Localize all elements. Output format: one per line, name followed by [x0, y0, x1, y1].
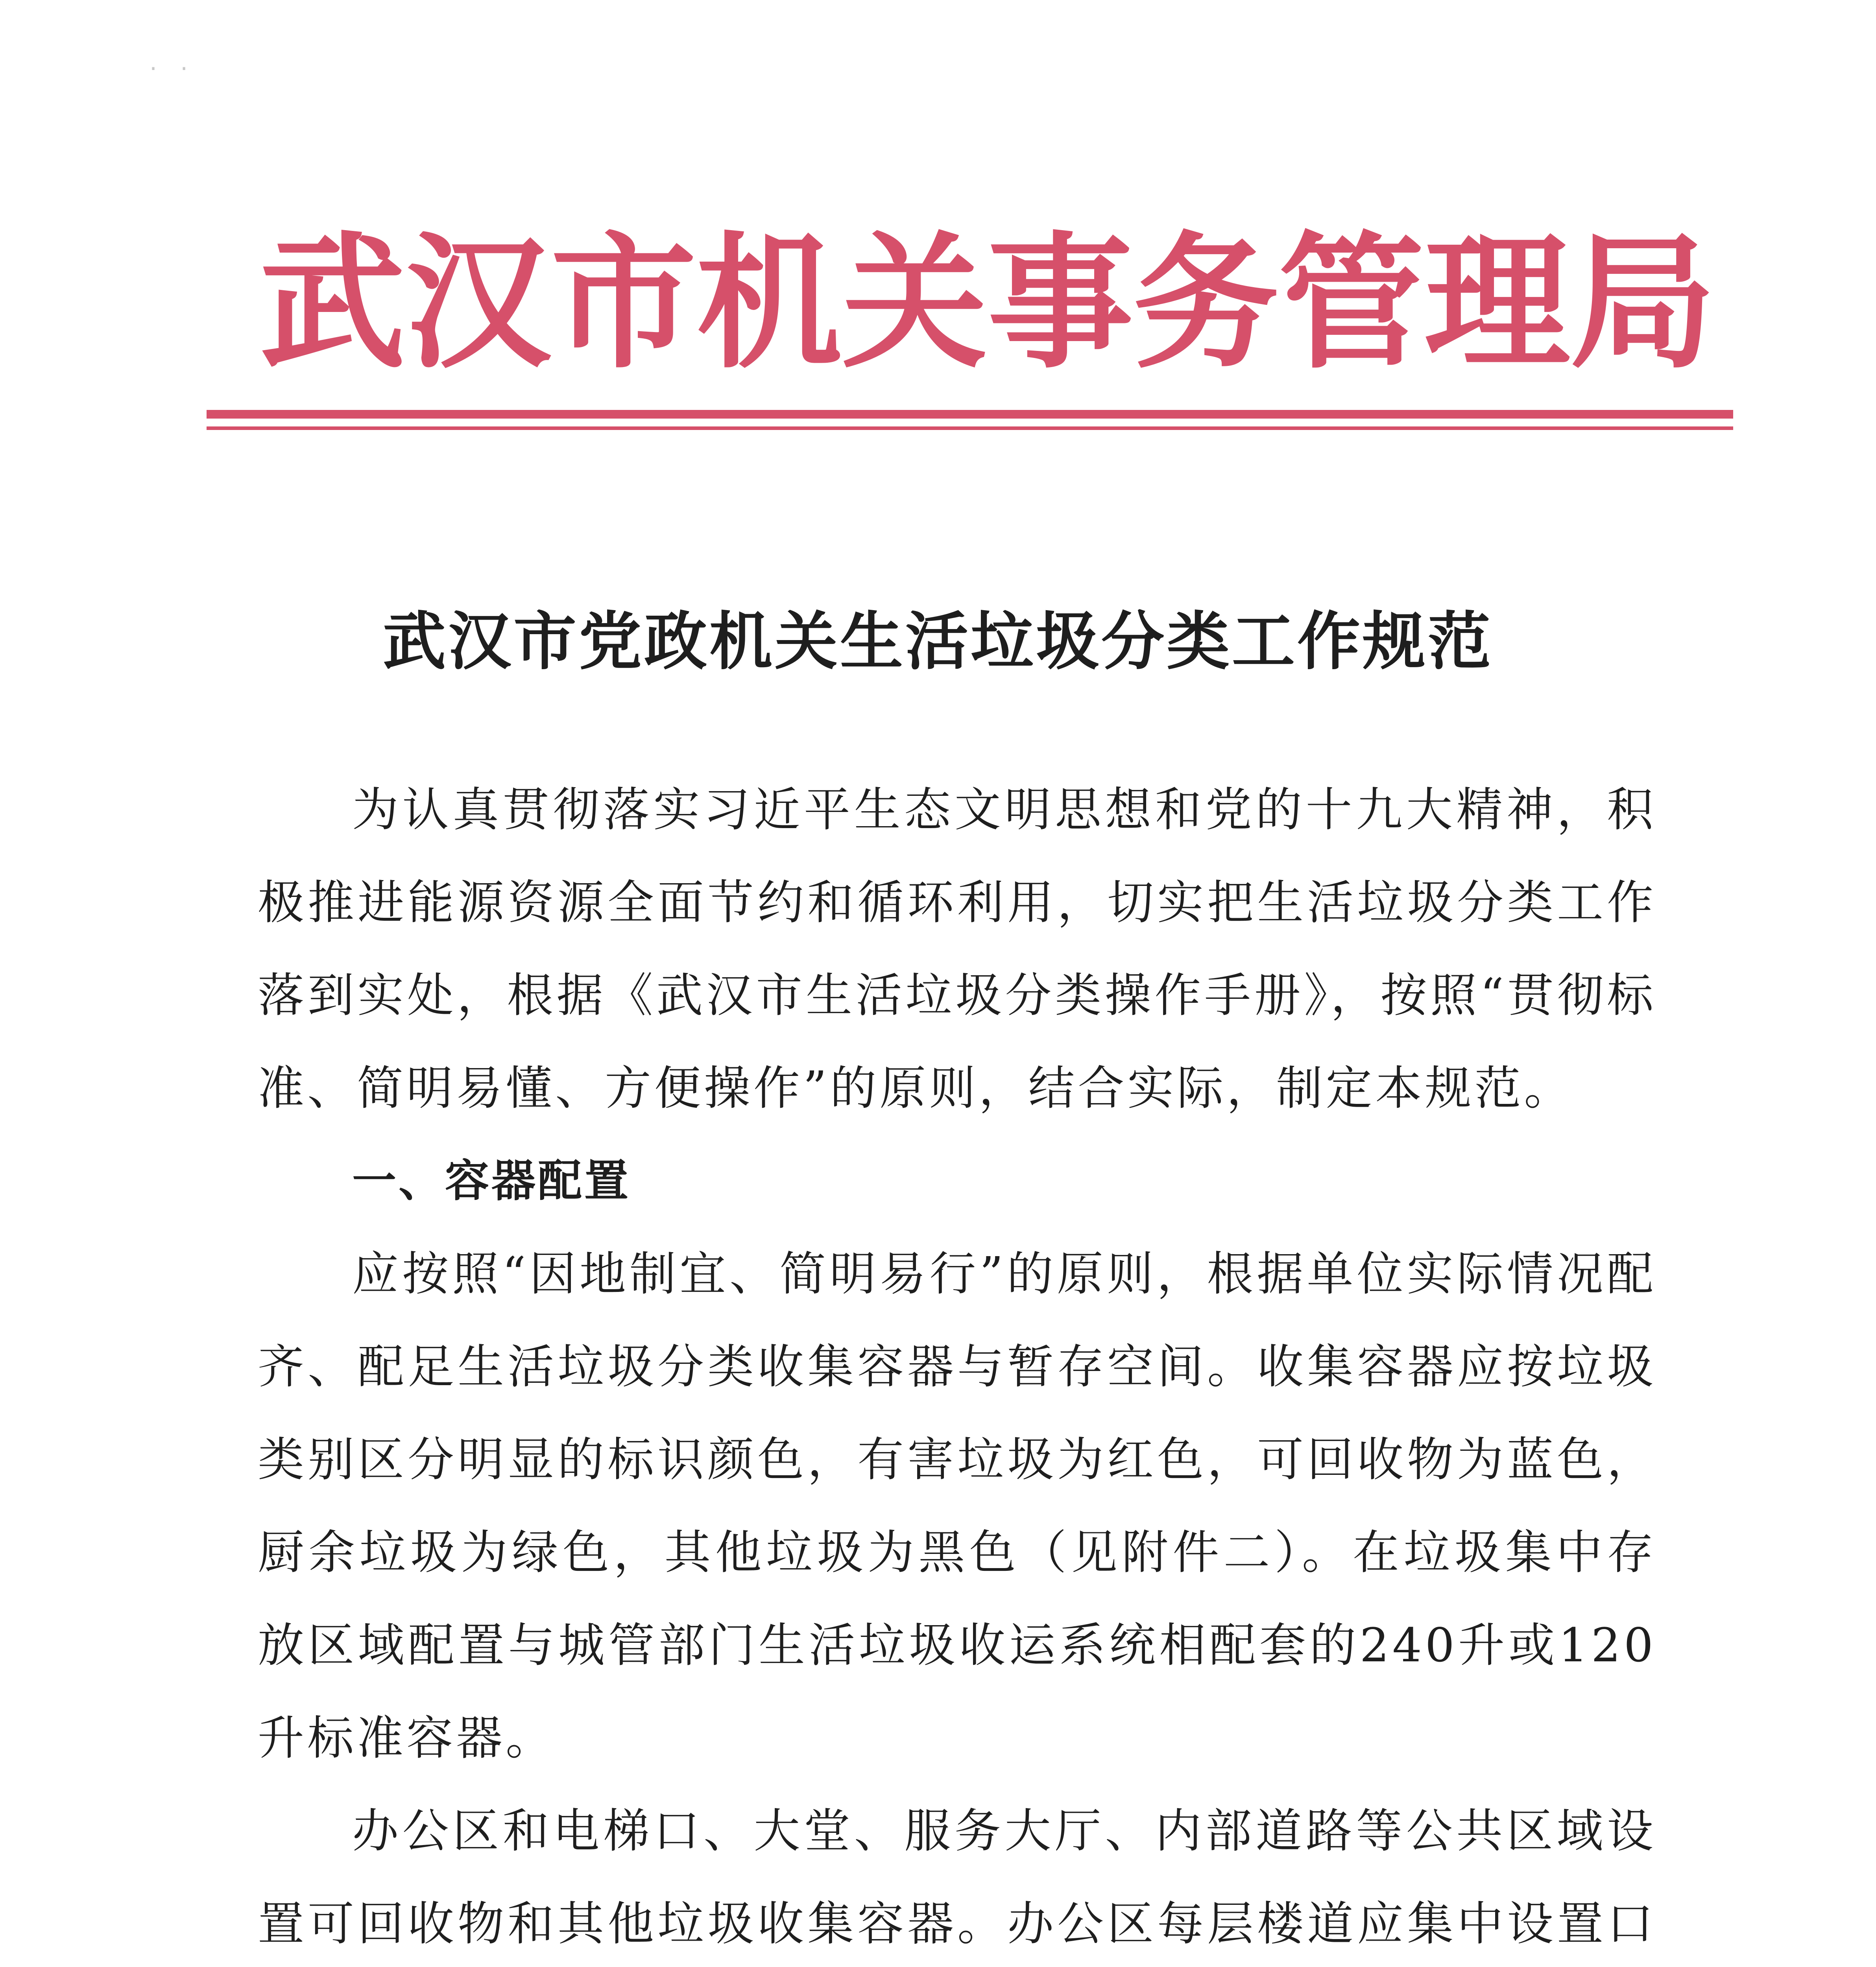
document-body [258, 763, 1656, 1967]
letterhead-char: 管 [1279, 218, 1424, 388]
body-paragraph: 办公区和电梯口、大堂、服务大厅、内部道路等公共区域设置可回收物和其他垃圾收集容器。办公区每层楼道应集中设置口 [258, 1804, 1656, 1951]
section-heading: 一、容器配置 [352, 1155, 631, 1207]
letterhead-rule-thin [207, 426, 1733, 430]
letterhead-char: 机 [696, 218, 842, 388]
intro-paragraph: 为认真贯彻落实习近平生态文明思想和党的十九大精神，积极推进能源资源全面节约和循环利用，切实把生活垃圾分类工作落到实处，根据《武汉市生活垃圾分类操作手册》，按照“贯彻标准、简明易懂、方便操作”的原则，结合实际，制定本规范。 [258, 782, 1656, 1115]
document-title: 武汉市党政机关生活垃圾分类工作规范 [382, 604, 1493, 678]
letterhead-rule-thick [207, 410, 1733, 419]
letterhead-char: 武 [260, 218, 405, 388]
body-paragraph: 应按照“因地制宜、简明易行”的原则，根据单位实际情况配齐、配足生活垃圾分类收集容器与暂存空间。收集容器应按垃圾类别区分明显的标识颜色，有害垃圾为红色，可回收物为蓝色，厨余垃圾为绿色，其他垃圾为黑色（见附件二）。在垃圾集中存放区域配置与城管部门生活垃圾收运系统相配套的240升或120升标准容器。 [258, 1247, 1656, 1765]
letterhead-char: 局 [1570, 218, 1715, 388]
page-corner-mark: · · [150, 55, 196, 83]
letterhead-title [260, 218, 1715, 388]
letterhead-char: 关 [842, 218, 988, 388]
letterhead-char: 务 [1133, 218, 1279, 388]
letterhead-char: 汉 [405, 218, 551, 388]
letterhead-char: 事 [988, 218, 1133, 388]
letterhead-char: 市 [551, 218, 696, 388]
letterhead-char: 理 [1424, 218, 1570, 388]
